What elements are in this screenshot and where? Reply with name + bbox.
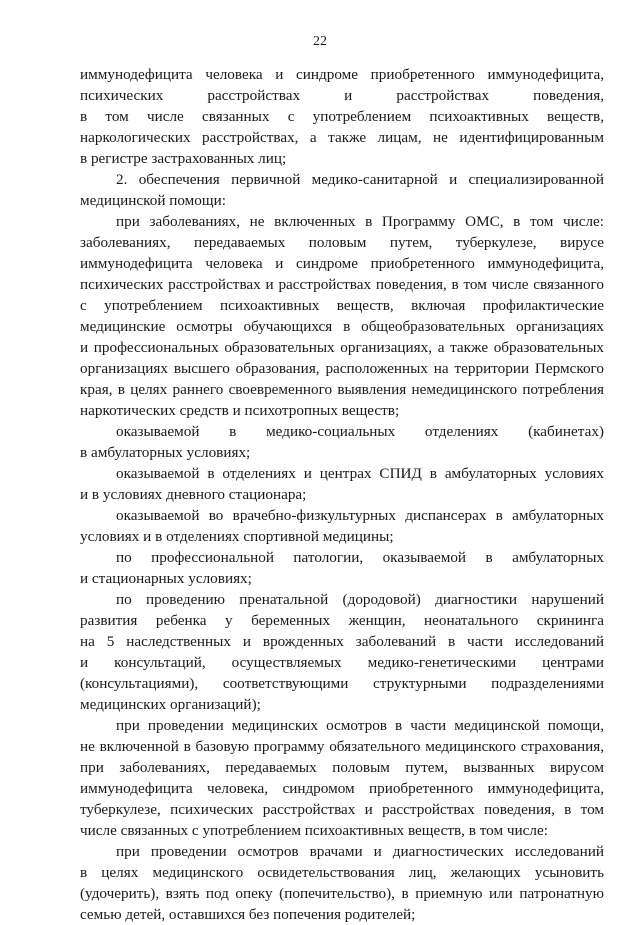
text-line: оказываемой в медико-социальных отделениях (кабинетах) xyxy=(116,423,604,440)
text-line: и профессиональных образовательных организациях, а также образовательных xyxy=(80,339,604,356)
text-line: (удочерить), взять под опеку (попечительство), в приемную или патронатную xyxy=(80,885,604,902)
text-line: условиях и в отделениях спортивной медицины; xyxy=(80,528,394,545)
text-line: психических расстройствах и расстройствах поведения, xyxy=(80,87,604,104)
text-line: медицинских организаций); xyxy=(80,696,261,713)
text-line: по проведению пренатальной (дородовой) диагностики нарушений xyxy=(116,591,604,608)
text-line: и консультаций, осуществляемых медико-генетическими центрами xyxy=(80,654,604,671)
text-line: на 5 наследственных и врожденных заболеваний в части исследований xyxy=(80,633,604,650)
text-line: организациях высшего образования, расположенных на территории Пермского xyxy=(80,360,604,377)
text-line: при проведении осмотров врачами и диагностических исследований xyxy=(116,843,604,860)
text-line: и в условиях дневного стационара; xyxy=(80,486,307,503)
text-line: (консультациями), соответствующими структурными подразделениями xyxy=(80,675,604,692)
text-line: наркологических расстройствах, а также лицам, не идентифицированным xyxy=(80,129,604,146)
text-line: в целях медицинского освидетельствования лиц, желающих усыновить xyxy=(80,864,604,881)
text-line: медицинские осмотры обучающихся в общеобразовательных организациях xyxy=(80,318,604,335)
text-line: семью детей, оставшихся без попечения родителей; xyxy=(80,906,416,923)
text-line: по профессиональной патологии, оказываемой в амбулаторных xyxy=(116,549,604,566)
text-line: в амбулаторных условиях; xyxy=(80,444,251,461)
text-line: в регистре застрахованных лиц; xyxy=(80,150,287,167)
text-line: в том числе связанных с употреблением психоактивных веществ, xyxy=(80,108,604,125)
text-line: иммунодефицита человека, синдромом приобретенного иммунодефицита, xyxy=(80,780,604,797)
text-line: края, в целях раннего своевременного выявления немедицинского потребления xyxy=(80,381,604,398)
text-line: медицинской помощи: xyxy=(80,192,226,209)
text-line: заболеваниях, передаваемых половым путем, туберкулезе, вирусе xyxy=(80,234,604,251)
text-line: при проведении медицинских осмотров в части медицинской помощи, xyxy=(116,717,604,734)
text-line: оказываемой во врачебно-физкультурных диспансерах в амбулаторных xyxy=(116,507,604,524)
text-line: не включенной в базовую программу обязательного медицинского страхования, xyxy=(80,738,604,755)
text-line: иммунодефицита человека и синдроме приобретенного иммунодефицита, xyxy=(80,255,604,272)
text-line: 2. обеспечения первичной медико-санитарной и специализированной xyxy=(116,171,604,188)
text-line: развития ребенка у беременных женщин, неонатального скрининга xyxy=(80,612,604,629)
document-body xyxy=(80,64,604,925)
text-line: с употреблением психоактивных веществ, включая профилактические xyxy=(80,297,604,314)
text-line: иммунодефицита человека и синдроме приобретенного иммунодефицита, xyxy=(80,66,604,83)
text-line: и стационарных условиях; xyxy=(80,570,252,587)
text-line: оказываемой в отделениях и центрах СПИД в амбулаторных условиях xyxy=(116,465,604,482)
text-line: числе связанных с употреблением психоактивных веществ, в том числе: xyxy=(80,822,548,839)
text-line: туберкулезе, психических расстройствах и расстройствах поведения, в том xyxy=(80,801,604,818)
page-number: 22 xyxy=(313,34,327,49)
text-line: при заболеваниях, передаваемых половым путем, вызванных вирусом xyxy=(80,759,604,776)
text-line: при заболеваниях, не включенных в Программу ОМС, в том числе: xyxy=(116,213,604,230)
text-line: психических расстройствах и расстройствах поведения, в том числе связанного xyxy=(80,276,604,293)
text-line: наркотических средств и психотропных веществ; xyxy=(80,402,400,419)
